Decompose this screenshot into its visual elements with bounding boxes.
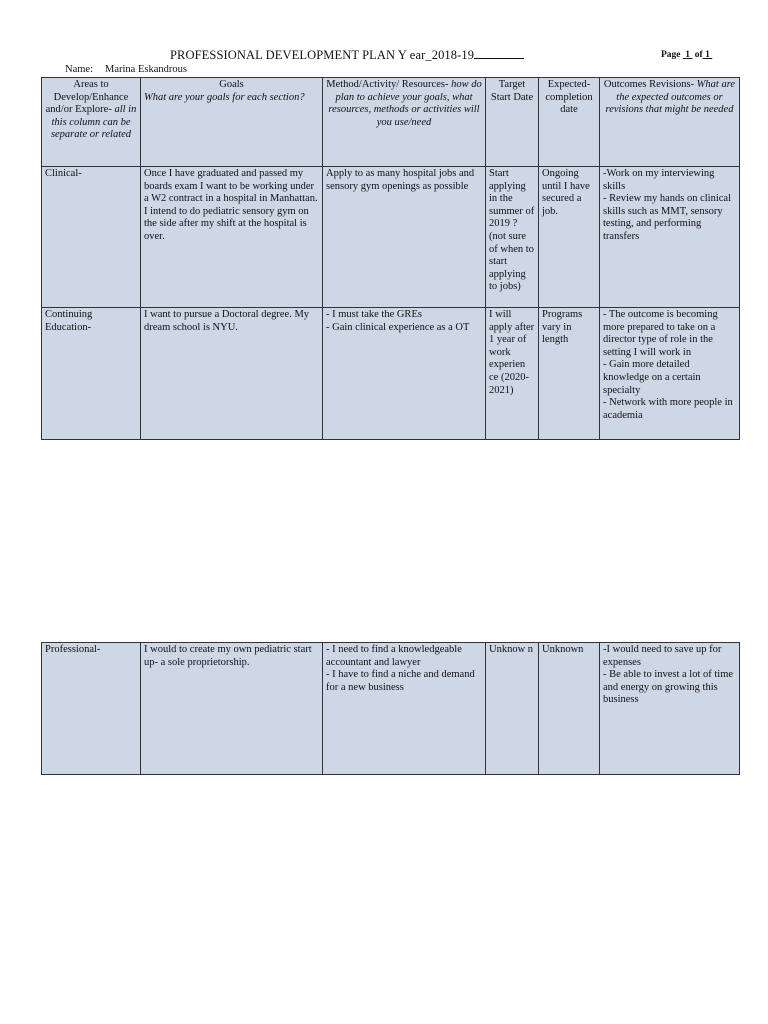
outcomes-cell: -Work on my interviewing skills - Review my hands on clinical skills such as MMT, sensory testing, and performing transfers <box>600 167 740 308</box>
start-date-cell: Unknow n <box>486 643 539 775</box>
header-row <box>42 78 740 167</box>
col-header-areas: Areas to Develop/Enhance and/or Explore- all in this column can be separate or related <box>42 78 141 167</box>
name-label: Name: <box>65 64 93 75</box>
col-header-outcomes: Outcomes Revisions- What are the expected outcomes or revisions that might be needed <box>600 78 740 167</box>
area-cell: Professional- <box>42 643 141 775</box>
plan-table-bottom <box>41 642 740 775</box>
plan-year: Y ear_2018-19 <box>397 48 475 62</box>
plan-title: PROFESSIONAL DEVELOPMENT PLAN <box>170 48 396 62</box>
name-line <box>65 64 187 75</box>
start-date-cell: I will apply after 1 year of work experien ce (2020-2021) <box>486 308 539 440</box>
col-header-goals: Goals What are your goals for each section? <box>141 78 323 167</box>
page-total: 1 <box>705 50 710 60</box>
outcomes-cell: - The outcome is becoming more prepared to take on a director type of role in the setting I will work in - Gain more detailed knowledge on a certain specialty - Network with more people in academia <box>600 308 740 440</box>
page-indicator <box>661 50 712 60</box>
completion-date-cell: Unknown <box>539 643 600 775</box>
method-cell: - I need to find a knowledgeable accountant and lawyer - I have to find a niche and demand for a new business <box>323 643 486 775</box>
col-header-completion-date: Expected-completion date <box>539 78 600 167</box>
page-number: 1 <box>685 50 691 60</box>
table-row-clinical <box>42 167 740 308</box>
area-cell: Continuing Education- <box>42 308 141 440</box>
year-blank-line <box>474 48 524 59</box>
method-cell: - I must take the GREs - Gain clinical experience as a OT <box>323 308 486 440</box>
completion-date-cell: Ongoing until I have secured a job. <box>539 167 600 308</box>
table-row-professional <box>42 643 740 775</box>
outcomes-cell: -I would need to save up for expenses - Be able to invest a lot of time and energy on growing this business <box>600 643 740 775</box>
goals-cell: I want to pursue a Doctoral degree. My dream school is NYU. <box>141 308 323 440</box>
goals-cell: Once I have graduated and passed my boards exam I want to be working under a W2 contract in a hospital in Manhattan. I intend to do pediatric sensory gym on the side after my shift at the hospital is over. <box>141 167 323 308</box>
col-header-method: Method/Activity/ Resources- how do plan to achieve your goals, what resources, methods or activities will you use/need <box>323 78 486 167</box>
page-of: of <box>694 50 703 60</box>
document-title <box>170 48 524 63</box>
plan-table-top <box>41 77 740 440</box>
completion-date-cell: Programs vary in length <box>539 308 600 440</box>
start-date-cell: Start applying in the summer of 2019 ? (not sure of when to start applying to jobs) <box>486 167 539 308</box>
col-header-start-date: Target Start Date <box>486 78 539 167</box>
name-value: Marina Eskandrous <box>105 64 187 75</box>
area-cell: Clinical- <box>42 167 141 308</box>
goals-cell: I would to create my own pediatric start up- a sole proprietorship. <box>141 643 323 775</box>
table-row-continuing-education <box>42 308 740 440</box>
page-prefix: Page <box>661 50 681 60</box>
method-cell: Apply to as many hospital jobs and sensory gym openings as possible <box>323 167 486 308</box>
